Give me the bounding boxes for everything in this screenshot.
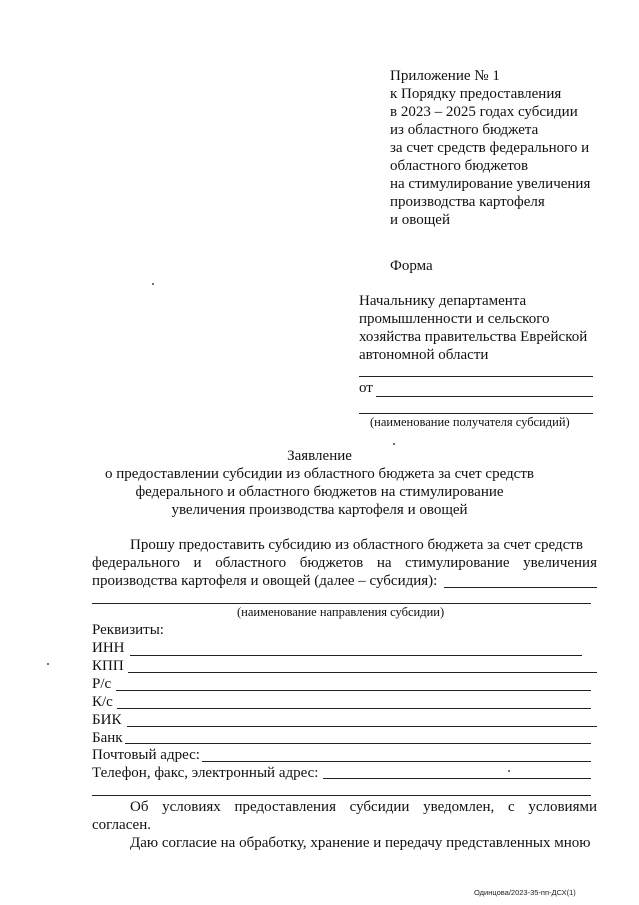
postal-address-label: Почтовый адрес: bbox=[92, 747, 200, 763]
appendix-line: из областного бюджета bbox=[390, 122, 539, 138]
request-line: Прошу предоставить субсидию из областного бюджета за счет средств bbox=[130, 537, 583, 553]
from-label: от bbox=[359, 380, 373, 396]
inn-field[interactable] bbox=[130, 655, 582, 656]
bank-label: Банк bbox=[92, 730, 123, 746]
appendix-line: и овощей bbox=[390, 212, 450, 228]
kpp-label: КПП bbox=[92, 658, 124, 674]
appendix-line: производства картофеля bbox=[390, 194, 545, 210]
recipient-hint: (наименование получателя субсидий) bbox=[370, 415, 570, 429]
inn-label: ИНН bbox=[92, 640, 125, 656]
contacts-label: Телефон, факс, электронный адрес: bbox=[92, 765, 319, 781]
doc-code-footer: Одинцова/2023-35-пп-ДСХ(1) bbox=[474, 888, 576, 897]
bank-field[interactable] bbox=[125, 743, 591, 744]
scan-speck bbox=[508, 770, 510, 772]
scan-speck bbox=[393, 443, 395, 445]
rs-field[interactable] bbox=[116, 690, 591, 691]
postal-address-field[interactable] bbox=[202, 761, 591, 762]
addressee-line: промышленности и сельского bbox=[359, 311, 550, 327]
request-line: производства картофеля и овощей (далее – субсидия): bbox=[92, 573, 438, 589]
extra-blank-line[interactable] bbox=[92, 795, 591, 796]
form-label: Форма bbox=[390, 258, 433, 274]
addressee-line: хозяйства правительства Еврейской bbox=[359, 329, 588, 345]
kpp-field[interactable] bbox=[128, 672, 597, 673]
scan-speck bbox=[47, 663, 49, 665]
conditions-line: Об условиях предоставления субсидии уведомлен, с условиями bbox=[130, 799, 597, 815]
rs-label: Р/с bbox=[92, 676, 112, 692]
consent-line: Даю согласие на обработку, хранение и передачу представленных мною bbox=[130, 835, 591, 851]
request-line: федерального и областного бюджетов на стимулирование увеличения bbox=[92, 555, 597, 571]
contacts-field[interactable] bbox=[323, 778, 591, 779]
direction-hint: (наименование направления субсидии) bbox=[237, 605, 445, 619]
bik-field[interactable] bbox=[127, 726, 597, 727]
subsidy-blank-line[interactable] bbox=[444, 587, 597, 588]
requisites-heading: Реквизиты: bbox=[92, 622, 164, 638]
title-line: увеличения производства картофеля и овощей bbox=[171, 502, 468, 518]
appendix-line: за счет средств федерального и bbox=[390, 140, 590, 156]
addressee-line: Начальнику департамента bbox=[359, 293, 527, 309]
conditions-line: согласен. bbox=[92, 817, 151, 833]
direction-blank-line[interactable] bbox=[92, 603, 591, 604]
appendix-line: в 2023 – 2025 годах субсидии bbox=[390, 104, 578, 120]
ks-label: К/с bbox=[92, 694, 113, 710]
addressee-blank-line[interactable] bbox=[359, 376, 593, 377]
bik-label: БИК bbox=[92, 712, 122, 728]
title-line: о предоставлении субсидии из областного бюджета за счет средств bbox=[105, 466, 534, 482]
appendix-line: областного бюджетов bbox=[390, 158, 529, 174]
from-blank-line[interactable] bbox=[376, 396, 593, 397]
addressee-line: автономной области bbox=[359, 347, 489, 363]
recipient-blank-line[interactable] bbox=[359, 413, 593, 414]
title-heading: Заявление bbox=[287, 448, 352, 464]
ks-field[interactable] bbox=[117, 708, 591, 709]
appendix-line: к Порядку предоставления bbox=[390, 86, 562, 102]
title-line: федерального и областного бюджетов на стимулирование bbox=[135, 484, 504, 500]
appendix-line: на стимулирование увеличения bbox=[390, 176, 591, 192]
scan-speck bbox=[152, 283, 154, 285]
appendix-line: Приложение № 1 bbox=[390, 68, 500, 84]
